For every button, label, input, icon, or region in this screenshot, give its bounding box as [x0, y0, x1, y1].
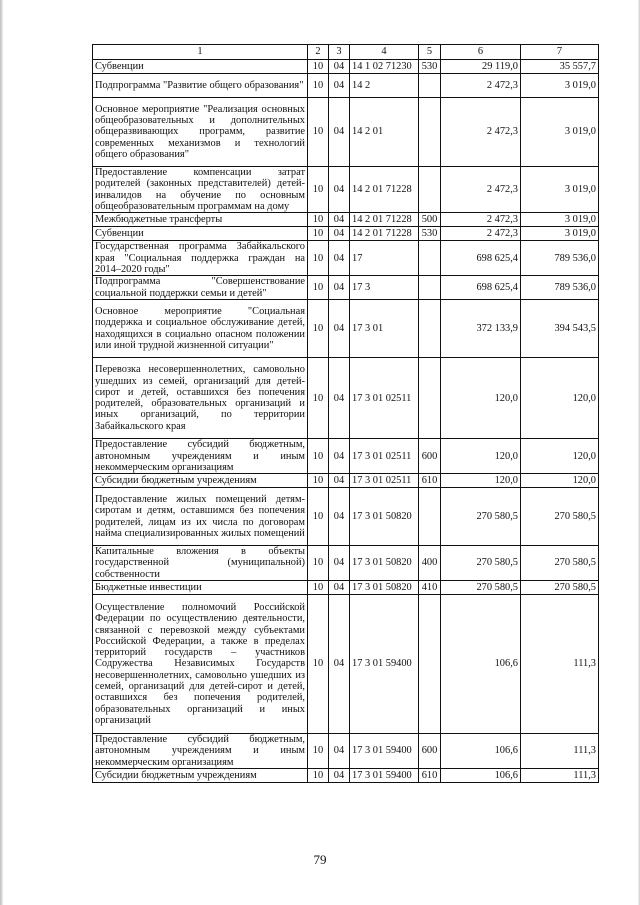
expense-type-code: 610	[419, 474, 441, 488]
column-header: 2	[308, 45, 329, 60]
amount-year-1: 2 472,3	[441, 167, 521, 213]
subsection-code: 04	[329, 98, 350, 167]
table-row	[93, 546, 599, 581]
subsection-code: 04	[329, 241, 350, 276]
section-code: 10	[308, 581, 329, 595]
subsection-code: 04	[329, 227, 350, 241]
amount-year-1: 698 625,4	[441, 241, 521, 276]
column-header: 7	[521, 45, 599, 60]
amount-year-1: 120,0	[441, 358, 521, 439]
item-name: Межбюджетные трансферты	[93, 213, 308, 227]
subsection-code: 04	[329, 300, 350, 358]
table-row	[93, 581, 599, 595]
target-article-code: 17 3 01 59400	[350, 769, 419, 783]
amount-year-1: 2 472,3	[441, 98, 521, 167]
target-article-code: 14 1 02 71230	[350, 60, 419, 74]
amount-year-1: 106,6	[441, 595, 521, 734]
table-row	[93, 734, 599, 769]
expense-type-code	[419, 74, 441, 98]
target-article-code: 14 2 01 71228	[350, 227, 419, 241]
expense-type-code: 410	[419, 581, 441, 595]
amount-year-1: 372 133,9	[441, 300, 521, 358]
item-name: Государственная программа Забайкальского края "Социальная поддержка граждан на 2014–2020 годы"	[93, 241, 308, 276]
subsection-code: 04	[329, 546, 350, 581]
item-name: Подпрограмма "Развитие общего образования"	[93, 74, 308, 98]
subsection-code: 04	[329, 60, 350, 74]
subsection-code: 04	[329, 734, 350, 769]
target-article-code: 17 3 01 59400	[350, 595, 419, 734]
amount-year-2: 789 536,0	[521, 241, 599, 276]
expense-type-code: 530	[419, 227, 441, 241]
item-name: Субсидии бюджетным учреждениям	[93, 474, 308, 488]
amount-year-1: 120,0	[441, 474, 521, 488]
column-header: 4	[350, 45, 419, 60]
subsection-code: 04	[329, 474, 350, 488]
item-name: Перевозка несовершеннолетних, самовольно ушедших из семей, организаций для детей-сирот и детей, оставшихся без попечения родителей, образовательных организаций и иных организаций, по территории Забайкальского края	[93, 358, 308, 439]
table-row	[93, 60, 599, 74]
amount-year-2: 394 543,5	[521, 300, 599, 358]
expense-type-code	[419, 241, 441, 276]
section-code: 10	[308, 546, 329, 581]
section-code: 10	[308, 74, 329, 98]
section-code: 10	[308, 474, 329, 488]
item-name: Основное мероприятие "Реализация основных общеобразовательных и дополнительных общеразвивающих программ, развитие современных механизмов и технологий общего образования"	[93, 98, 308, 167]
subsection-code: 04	[329, 769, 350, 783]
page-edge-left	[0, 0, 3, 905]
section-code: 10	[308, 241, 329, 276]
amount-year-1: 270 580,5	[441, 581, 521, 595]
expense-type-code: 600	[419, 439, 441, 474]
subsection-code: 04	[329, 439, 350, 474]
target-article-code: 14 2 01 71228	[350, 213, 419, 227]
subsection-code: 04	[329, 595, 350, 734]
target-article-code: 14 2 01	[350, 98, 419, 167]
amount-year-2: 3 019,0	[521, 167, 599, 213]
table-header-row	[93, 45, 599, 60]
amount-year-2: 3 019,0	[521, 213, 599, 227]
amount-year-1: 106,6	[441, 734, 521, 769]
amount-year-1: 698 625,4	[441, 276, 521, 300]
target-article-code: 14 2 01 71228	[350, 167, 419, 213]
expense-type-code: 400	[419, 546, 441, 581]
table-row	[93, 595, 599, 734]
subsection-code: 04	[329, 74, 350, 98]
target-article-code: 17 3 01 59400	[350, 734, 419, 769]
table-row	[93, 98, 599, 167]
amount-year-2: 270 580,5	[521, 488, 599, 546]
section-code: 10	[308, 439, 329, 474]
amount-year-2: 270 580,5	[521, 581, 599, 595]
subsection-code: 04	[329, 358, 350, 439]
expense-type-code	[419, 98, 441, 167]
section-code: 10	[308, 276, 329, 300]
item-name: Субвенции	[93, 60, 308, 74]
amount-year-1: 2 472,3	[441, 74, 521, 98]
amount-year-2: 111,3	[521, 595, 599, 734]
table-row	[93, 241, 599, 276]
expense-type-code: 600	[419, 734, 441, 769]
expense-type-code: 500	[419, 213, 441, 227]
table-row	[93, 474, 599, 488]
section-code: 10	[308, 769, 329, 783]
table-row	[93, 769, 599, 783]
amount-year-2: 270 580,5	[521, 546, 599, 581]
amount-year-2: 789 536,0	[521, 276, 599, 300]
table-row	[93, 167, 599, 213]
expense-type-code	[419, 276, 441, 300]
item-name: Предоставление субсидий бюджетным, автономным учреждениям и иным некоммерческим организациям	[93, 734, 308, 769]
expense-type-code	[419, 167, 441, 213]
amount-year-1: 270 580,5	[441, 488, 521, 546]
amount-year-2: 120,0	[521, 439, 599, 474]
section-code: 10	[308, 98, 329, 167]
section-code: 10	[308, 213, 329, 227]
section-code: 10	[308, 488, 329, 546]
item-name: Предоставление субсидий бюджетным, автономным учреждениям и иным некоммерческим организациям	[93, 439, 308, 474]
item-name: Субсидии бюджетным учреждениям	[93, 769, 308, 783]
column-header: 5	[419, 45, 441, 60]
amount-year-1: 120,0	[441, 439, 521, 474]
target-article-code: 17 3 01	[350, 300, 419, 358]
target-article-code: 17 3 01 02511	[350, 439, 419, 474]
amount-year-2: 3 019,0	[521, 227, 599, 241]
target-article-code: 14 2	[350, 74, 419, 98]
expense-type-code: 610	[419, 769, 441, 783]
item-name: Основное мероприятие "Социальная поддержка и социальное обслуживание детей, находящихся в социально опасном положении или иной трудной жизненной ситуации"	[93, 300, 308, 358]
table-row	[93, 439, 599, 474]
expense-type-code	[419, 595, 441, 734]
amount-year-2: 120,0	[521, 474, 599, 488]
table-row	[93, 300, 599, 358]
amount-year-1: 106,6	[441, 769, 521, 783]
amount-year-2: 3 019,0	[521, 74, 599, 98]
amount-year-2: 111,3	[521, 734, 599, 769]
item-name: Субвенции	[93, 227, 308, 241]
column-header: 1	[93, 45, 308, 60]
expense-type-code	[419, 358, 441, 439]
table-row	[93, 358, 599, 439]
item-name: Бюджетные инвестиции	[93, 581, 308, 595]
target-article-code: 17	[350, 241, 419, 276]
target-article-code: 17 3 01 02511	[350, 474, 419, 488]
column-header: 6	[441, 45, 521, 60]
amount-year-2: 3 019,0	[521, 98, 599, 167]
table-row	[93, 488, 599, 546]
subsection-code: 04	[329, 581, 350, 595]
expense-type-code	[419, 300, 441, 358]
section-code: 10	[308, 60, 329, 74]
expense-type-code: 530	[419, 60, 441, 74]
table-row	[93, 276, 599, 300]
expense-type-code	[419, 488, 441, 546]
item-name: Подпрограмма "Совершенствование социальной поддержки семьи и детей"	[93, 276, 308, 300]
amount-year-1: 2 472,3	[441, 213, 521, 227]
subsection-code: 04	[329, 213, 350, 227]
table-row	[93, 74, 599, 98]
table-row	[93, 227, 599, 241]
table-body	[93, 60, 599, 783]
column-header: 3	[329, 45, 350, 60]
amount-year-2: 111,3	[521, 769, 599, 783]
budget-table	[92, 44, 599, 783]
item-name: Капитальные вложения в объекты государственной (муниципальной) собственности	[93, 546, 308, 581]
amount-year-1: 270 580,5	[441, 546, 521, 581]
amount-year-2: 120,0	[521, 358, 599, 439]
target-article-code: 17 3 01 50820	[350, 581, 419, 595]
target-article-code: 17 3 01 50820	[350, 488, 419, 546]
subsection-code: 04	[329, 276, 350, 300]
amount-year-2: 35 557,7	[521, 60, 599, 74]
item-name: Предоставление компенсации затрат родителей (законных представителей) детей-инвалидов на обучение по основным общеобразовательным программам на дому	[93, 167, 308, 213]
subsection-code: 04	[329, 167, 350, 213]
section-code: 10	[308, 300, 329, 358]
amount-year-1: 2 472,3	[441, 227, 521, 241]
section-code: 10	[308, 734, 329, 769]
section-code: 10	[308, 227, 329, 241]
target-article-code: 17 3	[350, 276, 419, 300]
section-code: 10	[308, 167, 329, 213]
table-row	[93, 213, 599, 227]
amount-year-1: 29 119,0	[441, 60, 521, 74]
target-article-code: 17 3 01 50820	[350, 546, 419, 581]
item-name: Предоставление жилых помещений детям-сиротам и детям, оставшимся без попечения родителей, лицам из их числа по договорам найма специализированных жилых помещений	[93, 488, 308, 546]
target-article-code: 17 3 01 02511	[350, 358, 419, 439]
section-code: 10	[308, 358, 329, 439]
subsection-code: 04	[329, 488, 350, 546]
page-number: 79	[313, 852, 327, 867]
section-code: 10	[308, 595, 329, 734]
item-name: Осуществление полномочий Российской Федерации по осуществлению деятельности, связанной с перевозкой между субъектами Российской Федерации, а также в пределах территорий государств – участников Содружества Независимых Государств несовершеннолетних, самовольно ушедших из семей, организаций для детей-сирот и детей, оставшихся без попечения родителей, образовательных организаций и иных организаций	[93, 595, 308, 734]
